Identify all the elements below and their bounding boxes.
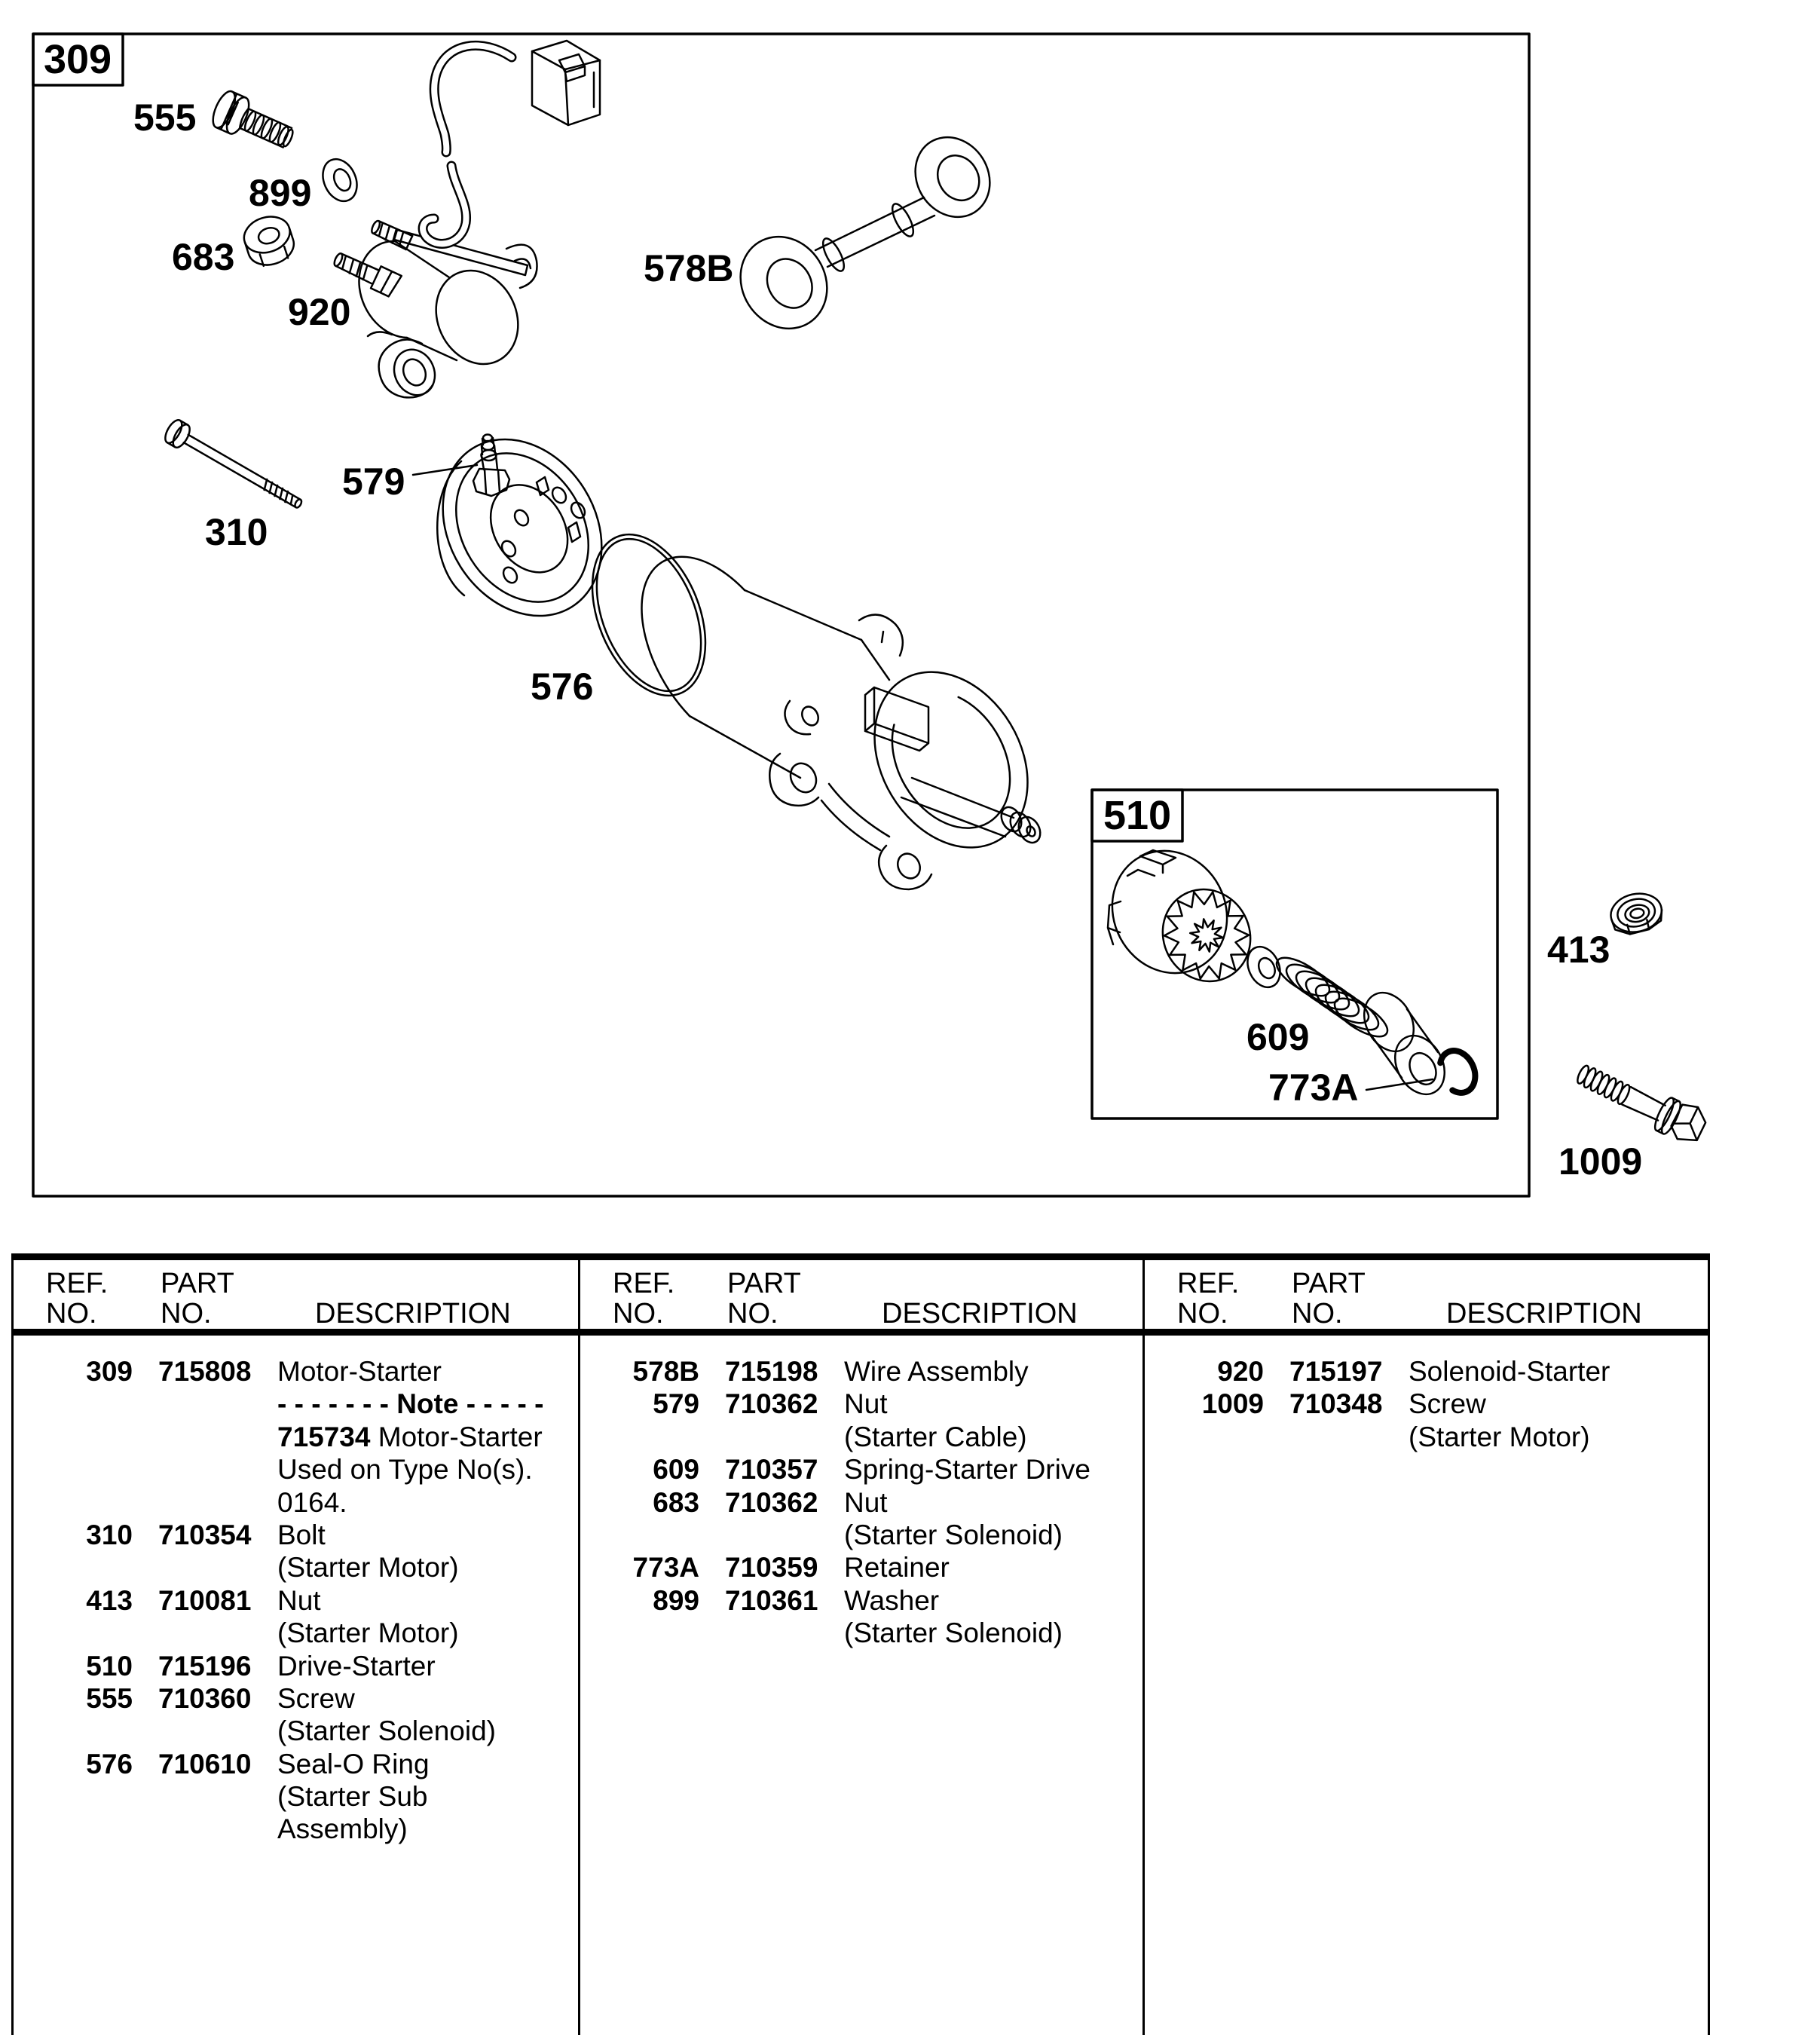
table-row — [14, 1551, 576, 1584]
cell-ref-no: 683 — [653, 1486, 699, 1518]
table-row — [14, 1421, 576, 1453]
header-description: DESCRIPTION — [882, 1298, 1078, 1330]
cell-description: (Starter Solenoid) — [844, 1617, 1063, 1649]
header-part-no: NO. — [161, 1298, 212, 1330]
cell-description: Bolt — [277, 1519, 326, 1550]
table-row — [14, 1519, 576, 1551]
table-row — [14, 1453, 576, 1486]
cell-description: Seal-O Ring — [277, 1748, 430, 1779]
cell-description: Screw — [277, 1682, 355, 1714]
wire-920-drawing — [423, 45, 512, 243]
table-column-1 — [14, 1260, 576, 2035]
cell-part-no: 710360 — [158, 1682, 252, 1714]
table-row — [14, 1650, 576, 1682]
cell-ref-no: 773A — [632, 1552, 699, 1584]
cell-description: Screw — [1409, 1388, 1486, 1420]
table-row — [14, 1617, 576, 1649]
cell-description: 0164. — [277, 1486, 347, 1518]
cell-part-no: 710348 — [1289, 1388, 1383, 1420]
cell-description: (Starter Solenoid) — [277, 1715, 496, 1747]
table-rows — [580, 1355, 1142, 1650]
table-row — [14, 1682, 576, 1715]
cell-part-no: 710361 — [725, 1584, 818, 1616]
table-row — [14, 1813, 576, 1845]
table-row — [1145, 1421, 1707, 1453]
table-header — [580, 1260, 1142, 1336]
table-column-2 — [580, 1260, 1142, 2035]
cell-description: Retainer — [844, 1552, 950, 1584]
table-row — [580, 1355, 1142, 1388]
table-row — [580, 1617, 1142, 1649]
header-description: DESCRIPTION — [1446, 1298, 1642, 1330]
sub-assembly-label: 510 — [1103, 793, 1172, 838]
header-part: PART — [1292, 1268, 1366, 1299]
cell-description: (Starter Solenoid) — [844, 1519, 1063, 1550]
table-row — [580, 1388, 1142, 1420]
cell-description: Nut — [844, 1388, 888, 1420]
end-cap-drawing — [411, 409, 634, 645]
cell-description: Assembly) — [277, 1813, 408, 1845]
table-row — [14, 1780, 576, 1813]
cell-description: (Starter Cable) — [844, 1421, 1027, 1452]
callout-310: 310 — [205, 511, 268, 553]
cell-description: Wire Assembly — [844, 1356, 1029, 1387]
table-row — [14, 1388, 576, 1420]
table-row — [14, 1715, 576, 1747]
callout-576: 576 — [531, 666, 594, 708]
cell-ref-no: 576 — [86, 1748, 133, 1779]
header-ref-no: NO. — [1177, 1298, 1228, 1330]
callout-920: 920 — [288, 291, 351, 333]
starter-motor-drawing — [641, 557, 1058, 889]
cell-description: - - - - - - - Note - - - - - — [277, 1388, 544, 1420]
callout-555: 555 — [133, 96, 197, 139]
cell-part-no: 715197 — [1289, 1356, 1383, 1387]
cell-part-no: 715196 — [158, 1650, 252, 1682]
header-ref-no: NO. — [613, 1298, 664, 1330]
bolt-310-drawing — [162, 418, 307, 516]
table-row — [1145, 1388, 1707, 1420]
cell-part-no: 710354 — [158, 1519, 252, 1550]
table-header — [14, 1260, 576, 1336]
cell-description: (Starter Sub — [277, 1781, 428, 1813]
cell-description: Washer — [844, 1584, 940, 1616]
callout-578b: 578B — [644, 247, 734, 289]
cell-description: Drive-Starter — [277, 1650, 436, 1682]
header-ref: REF. — [1177, 1268, 1240, 1299]
cell-ref-no: 578B — [632, 1356, 699, 1387]
table-row — [14, 1748, 576, 1780]
cell-description: (Starter Motor) — [277, 1552, 459, 1584]
header-ref-no: NO. — [46, 1298, 97, 1330]
callout-773a: 773A — [1268, 1066, 1359, 1109]
cell-part-no: 715808 — [158, 1356, 252, 1387]
cell-description: Used on Type No(s). — [277, 1454, 533, 1486]
callout-683: 683 — [172, 236, 235, 278]
header-ref: REF. — [613, 1268, 675, 1299]
cell-part-no: 710610 — [158, 1748, 252, 1779]
header-description: DESCRIPTION — [315, 1298, 511, 1330]
table-header — [1145, 1260, 1707, 1336]
cell-ref-no: 579 — [653, 1388, 699, 1420]
callout-579: 579 — [342, 461, 405, 503]
retainer-773a-drawing — [1433, 1045, 1482, 1098]
cell-description: Spring-Starter Drive — [844, 1454, 1090, 1486]
callout-413: 413 — [1547, 929, 1610, 971]
cell-description: Nut — [844, 1486, 888, 1518]
cell-part-no: 710362 — [725, 1486, 818, 1518]
cell-ref-no: 899 — [653, 1584, 699, 1616]
table-row — [580, 1551, 1142, 1584]
cell-description: Solenoid-Starter — [1409, 1356, 1610, 1387]
table-row — [580, 1519, 1142, 1551]
cell-ref-no: 555 — [86, 1682, 133, 1714]
cell-ref-no: 309 — [86, 1356, 133, 1387]
cell-ref-no: 609 — [653, 1454, 699, 1486]
cell-ref-no: 1009 — [1201, 1388, 1264, 1420]
cell-ref-no: 920 — [1217, 1356, 1264, 1387]
callout-1009: 1009 — [1558, 1140, 1643, 1183]
table-row — [14, 1355, 576, 1388]
o-ring-576-drawing — [570, 518, 727, 712]
main-assembly-label: 309 — [43, 37, 112, 82]
header-part-no: NO. — [1292, 1298, 1343, 1330]
parts-table — [11, 1253, 1710, 2035]
table-row — [580, 1421, 1142, 1453]
cell-description: (Starter Motor) — [1409, 1421, 1590, 1452]
wire-assembly-578b-drawing — [723, 123, 1005, 344]
cell-description: 715734 Motor-Starter — [277, 1421, 543, 1452]
cell-description: (Starter Motor) — [277, 1617, 459, 1649]
screw-1009-drawing — [1572, 1054, 1711, 1148]
nut-413-drawing — [1607, 889, 1666, 938]
header-ref: REF. — [46, 1268, 109, 1299]
header-part: PART — [727, 1268, 801, 1299]
header-part-no: NO. — [727, 1298, 778, 1330]
table-row — [580, 1453, 1142, 1486]
callout-609: 609 — [1246, 1016, 1310, 1058]
cell-part-no: 715198 — [725, 1356, 818, 1387]
nut-683-drawing — [240, 211, 298, 271]
cell-description: Motor-Starter — [277, 1356, 442, 1387]
cell-ref-no: 510 — [86, 1650, 133, 1682]
table-column-3 — [1145, 1260, 1707, 2035]
cell-ref-no: 413 — [86, 1584, 133, 1616]
cell-part-no: 710357 — [725, 1454, 818, 1486]
cell-description: Nut — [277, 1584, 321, 1616]
table-row — [580, 1584, 1142, 1617]
cell-ref-no: 310 — [86, 1519, 133, 1550]
screw-555-drawing — [209, 88, 299, 157]
drive-starter-510-drawing — [1091, 831, 1267, 997]
cell-part-no: 710359 — [725, 1552, 818, 1584]
table-row — [1145, 1355, 1707, 1388]
table-row — [14, 1486, 576, 1519]
connector-578b-icon — [532, 41, 600, 125]
table-row — [14, 1584, 576, 1617]
header-part: PART — [161, 1268, 234, 1299]
table-rows — [1145, 1355, 1707, 1453]
cell-part-no: 710362 — [725, 1388, 818, 1420]
callout-899: 899 — [249, 172, 312, 214]
washer-899-drawing — [317, 154, 363, 207]
table-row — [580, 1486, 1142, 1519]
pinion-sleeve-drawing — [1354, 984, 1454, 1103]
table-rows — [14, 1355, 576, 1846]
cell-part-no: 710081 — [158, 1584, 252, 1616]
